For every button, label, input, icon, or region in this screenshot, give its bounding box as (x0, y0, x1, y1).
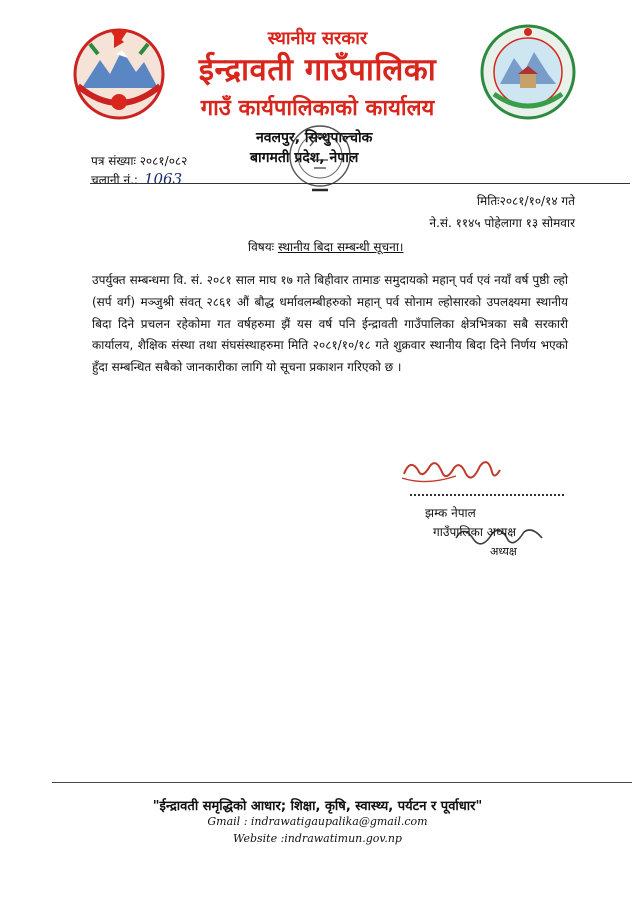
dispatch-number-label: चलानी नं.: (91, 173, 138, 187)
signatory-name: झम्क नेपाल (425, 506, 476, 520)
signature-icon (396, 452, 526, 492)
office-title: गाउँ कार्यपालिकाको कार्यालय (200, 96, 435, 121)
ns-date: ने.सं. ११४५ पोहेलागा १३ सोमवार (429, 216, 575, 230)
footer-divider (52, 782, 632, 783)
footer-website: Website :indrawatimun.gov.np (233, 832, 402, 845)
bs-date: मितिः२०८१/१०/१४ गते (476, 194, 575, 208)
letter-reference-number: पत्र संख्याः २०८१/०८२ (91, 154, 188, 168)
footer-slogan: "ईन्द्रावती समृद्धिको आधार; शिक्षा, कृषि, स्वास्थ्य, पर्यटन र पूर्वाधार" (152, 799, 483, 814)
signatory-office: गाउँपालिका अध्यक्ष (433, 525, 516, 539)
office-stamp-icon (272, 116, 368, 198)
dispatch-number-value: 1063 (143, 170, 183, 188)
government-label: स्थानीय सरकार (267, 28, 368, 49)
address-line-2: बागमती प्रदेश, नेपाल (250, 150, 359, 166)
signature-line (410, 494, 564, 496)
signatory-role: अध्यक्ष (490, 545, 517, 558)
subject-text: स्थानीय बिदा सम्बन्धी सूचना। (277, 240, 404, 254)
municipality-title: ईन्द्रावती गाउँपालिका (198, 52, 437, 88)
footer-email: Gmail : indrawatigaupalika@gmail.com (207, 815, 428, 828)
subject-label: विषयः (248, 240, 275, 254)
notice-body: उपर्युक्त सम्बन्धमा वि. सं. २०८१ साल माघ १७ गते बिहीवार तामाङ समुदायको महान् पर्व एवं नयाँ वर्ष पुष्ठी ल्हो (सर्प वर्ग) मञ्जुश्री संवत् २८६१ औं बौद्ध धर्मावलम्बीहरुको महान् पर्व सोनाम ल्होसारको उपलक्ष्यमा स्थानीय बिदा दिने प्रचलन रहेकोमा गत वर्षहरुमा झैं यस वर्ष पनि ईन्द्रावती गाउँपालिका क्षेत्रभित्रका सबै सरकारी कार्यालय, शैक्षिक संस्था तथा संघसंस्थाहरुमा मिति २०८१/१०/१८ गते शुक्रवार स्थानीय बिदा दिने निर्णय भएको हुँदा सम्बन्धित सबैको जानकारीका लागि यो सूचना प्रकाशन गरिएको छ । (92, 273, 568, 375)
dispatch-number-row (91, 170, 182, 188)
address-line-1: नवलपुर, सिन्धुपाल्चोक (256, 130, 373, 146)
header-divider (90, 183, 630, 184)
subject-line (248, 238, 403, 255)
